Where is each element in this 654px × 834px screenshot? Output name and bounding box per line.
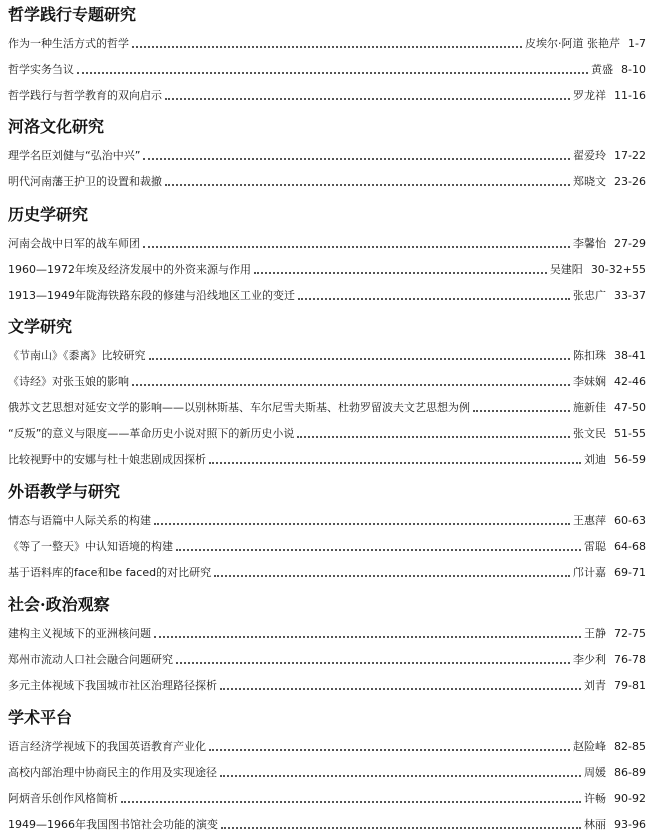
entry-title: 建构主义视域下的亚洲核问题 <box>8 627 151 640</box>
entry-author: 林丽 <box>584 818 607 831</box>
dot-leader <box>165 98 570 100</box>
entry-author: 许畅 <box>584 792 607 805</box>
dot-leader <box>165 184 570 186</box>
entry-author: 皮埃尔·阿道 张艳芹 <box>525 37 621 50</box>
toc-entry[interactable] <box>8 816 646 832</box>
entry-author: 吴建阳 <box>549 263 583 276</box>
entry-title: 《节南山》《黍离》比较研究 <box>8 349 146 362</box>
entry-pages: 93-96 <box>614 818 646 831</box>
dot-leader <box>154 636 581 638</box>
dot-leader <box>221 827 581 829</box>
entry-title: 高校内部治理中协商民主的作用及实现途径 <box>8 766 217 779</box>
dot-leader <box>254 272 547 274</box>
toc-entry[interactable] <box>8 677 646 693</box>
entry-author: 黄盛 <box>591 63 614 76</box>
entry-author: 张文民 <box>573 427 607 440</box>
section-title-academic-platform: 学术平台 <box>8 708 73 727</box>
entry-title: 语言经济学视域下的我国英语教育产业化 <box>8 740 206 753</box>
entry-pages: 51-55 <box>614 427 646 440</box>
dot-leader <box>132 384 570 386</box>
entry-pages: 64-68 <box>614 540 646 553</box>
entry-pages: 56-59 <box>614 453 646 466</box>
section-title-heluo-culture: 河洛文化研究 <box>8 117 105 136</box>
toc-entry[interactable] <box>8 173 646 189</box>
toc-entry[interactable] <box>8 425 646 441</box>
toc-entry[interactable] <box>8 651 646 667</box>
entry-pages: 76-78 <box>614 653 646 666</box>
entry-pages: 60-63 <box>614 514 646 527</box>
entry-title: 1913—1949年陇海铁路东段的修建与沿线地区工业的变迁 <box>8 289 295 302</box>
entry-author: 郑晓文 <box>573 175 607 188</box>
toc-entry[interactable] <box>8 35 646 51</box>
dot-leader <box>214 575 570 577</box>
entry-title: 情态与语篇中人际关系的构建 <box>8 514 151 527</box>
toc-entry[interactable] <box>8 399 646 415</box>
toc-entry[interactable] <box>8 738 646 754</box>
entry-title: 阿炳音乐创作风格简析 <box>8 792 118 805</box>
dot-leader <box>149 358 571 360</box>
entry-pages: 79-81 <box>614 679 646 692</box>
entry-author: 施新佳 <box>573 401 607 414</box>
entry-pages: 8-10 <box>621 63 646 76</box>
entry-title: 1949—1966年我国图书馆社会功能的演变 <box>8 818 218 831</box>
entry-title: 《诗经》对张玉娘的影响 <box>8 375 129 388</box>
entry-author: 王惠萍 <box>573 514 607 527</box>
entry-pages: 11-16 <box>614 89 646 102</box>
toc-entry[interactable] <box>8 764 646 780</box>
entry-title: 多元主体视域下我国城市社区治理路径探析 <box>8 679 217 692</box>
dot-leader <box>298 298 570 300</box>
entry-title: “反叛”的意义与限度——革命历史小说对照下的新历史小说 <box>8 427 295 440</box>
dot-leader <box>143 158 570 160</box>
entry-title: 哲学实务刍议 <box>8 63 74 76</box>
entry-pages: 33-37 <box>614 289 646 302</box>
entry-pages: 42-46 <box>614 375 646 388</box>
entry-title: 理学名臣刘健与“弘治中兴” <box>8 149 141 162</box>
toc-entry[interactable] <box>8 347 646 363</box>
entry-author: 王静 <box>584 627 607 640</box>
entry-title: 作为一种生活方式的哲学 <box>8 37 129 50</box>
entry-pages: 90-92 <box>614 792 646 805</box>
entry-author: 李少利 <box>573 653 607 666</box>
entry-pages: 27-29 <box>614 237 646 250</box>
entry-author: 陈扣珠 <box>573 349 607 362</box>
toc-entry[interactable] <box>8 564 646 580</box>
entry-title: 1960—1972年埃及经济发展中的外资来源与作用 <box>8 263 251 276</box>
entry-author: 周媛 <box>584 766 607 779</box>
entry-pages: 72-75 <box>614 627 646 640</box>
toc-entry[interactable] <box>8 287 646 303</box>
section-title-philosophy-practice: 哲学践行专题研究 <box>8 5 137 24</box>
dot-leader <box>297 436 570 438</box>
toc-entry[interactable] <box>8 451 646 467</box>
toc-entry[interactable] <box>8 538 646 554</box>
dot-leader <box>220 688 581 690</box>
entry-title: 比较视野中的安娜与杜十娘悲剧成因探析 <box>8 453 206 466</box>
toc-entry[interactable] <box>8 512 646 528</box>
entry-pages: 30-32+55 <box>590 263 646 276</box>
entry-author: 翟爱玲 <box>573 149 607 162</box>
dot-leader <box>132 46 522 48</box>
entry-title: 郑州市流动人口社会融合问题研究 <box>8 653 173 666</box>
dot-leader <box>77 72 588 74</box>
entry-pages: 38-41 <box>614 349 646 362</box>
entry-pages: 86-89 <box>614 766 646 779</box>
toc-entry[interactable] <box>8 147 646 163</box>
toc-entry[interactable] <box>8 87 646 103</box>
section-title-history: 历史学研究 <box>8 205 89 224</box>
entry-author: 李馨怡 <box>573 237 607 250</box>
toc-entry[interactable] <box>8 235 646 251</box>
entry-author: 邝计嘉 <box>573 566 607 579</box>
section-title-foreign-language: 外语教学与研究 <box>8 482 121 501</box>
entry-pages: 47-50 <box>614 401 646 414</box>
toc-entry[interactable] <box>8 625 646 641</box>
dot-leader <box>176 662 570 664</box>
entry-pages: 1-7 <box>628 37 646 50</box>
dot-leader <box>121 801 581 803</box>
entry-pages: 17-22 <box>614 149 646 162</box>
entry-author: 雷聪 <box>584 540 607 553</box>
entry-author: 赵险峰 <box>573 740 607 753</box>
entry-title: 基于语料库的face和be faced的对比研究 <box>8 566 212 579</box>
entry-author: 罗龙祥 <box>573 89 607 102</box>
toc-entry[interactable] <box>8 373 646 389</box>
toc-entry[interactable] <box>8 261 646 277</box>
dot-leader <box>154 523 570 525</box>
entry-author: 刘青 <box>584 679 607 692</box>
entry-title: 《等了一整天》中认知语境的构建 <box>8 540 173 553</box>
dot-leader <box>176 549 581 551</box>
dot-leader <box>209 749 570 751</box>
dot-leader <box>143 246 570 248</box>
entry-pages: 69-71 <box>614 566 646 579</box>
entry-pages: 23-26 <box>614 175 646 188</box>
entry-title: 河南会战中日军的战车师团 <box>8 237 140 250</box>
entry-title: 哲学践行与哲学教育的双向启示 <box>8 89 162 102</box>
toc-entry[interactable] <box>8 790 646 806</box>
dot-leader <box>209 462 581 464</box>
dot-leader <box>473 410 570 412</box>
dot-leader <box>220 775 581 777</box>
section-title-society-politics: 社会·政治观察 <box>8 595 110 614</box>
entry-title: 俄苏文艺思想对延安文学的影响——以别林斯基、车尔尼雪夫斯基、杜勃罗留波夫文艺思想为例 <box>8 401 470 414</box>
entry-author: 李妹娴 <box>573 375 607 388</box>
section-title-literature: 文学研究 <box>8 317 73 336</box>
entry-pages: 82-85 <box>614 740 646 753</box>
entry-title: 明代河南藩王护卫的设置和裁撤 <box>8 175 162 188</box>
entry-author: 刘迪 <box>584 453 607 466</box>
entry-author: 张忠广 <box>573 289 607 302</box>
toc-entry[interactable] <box>8 61 646 77</box>
